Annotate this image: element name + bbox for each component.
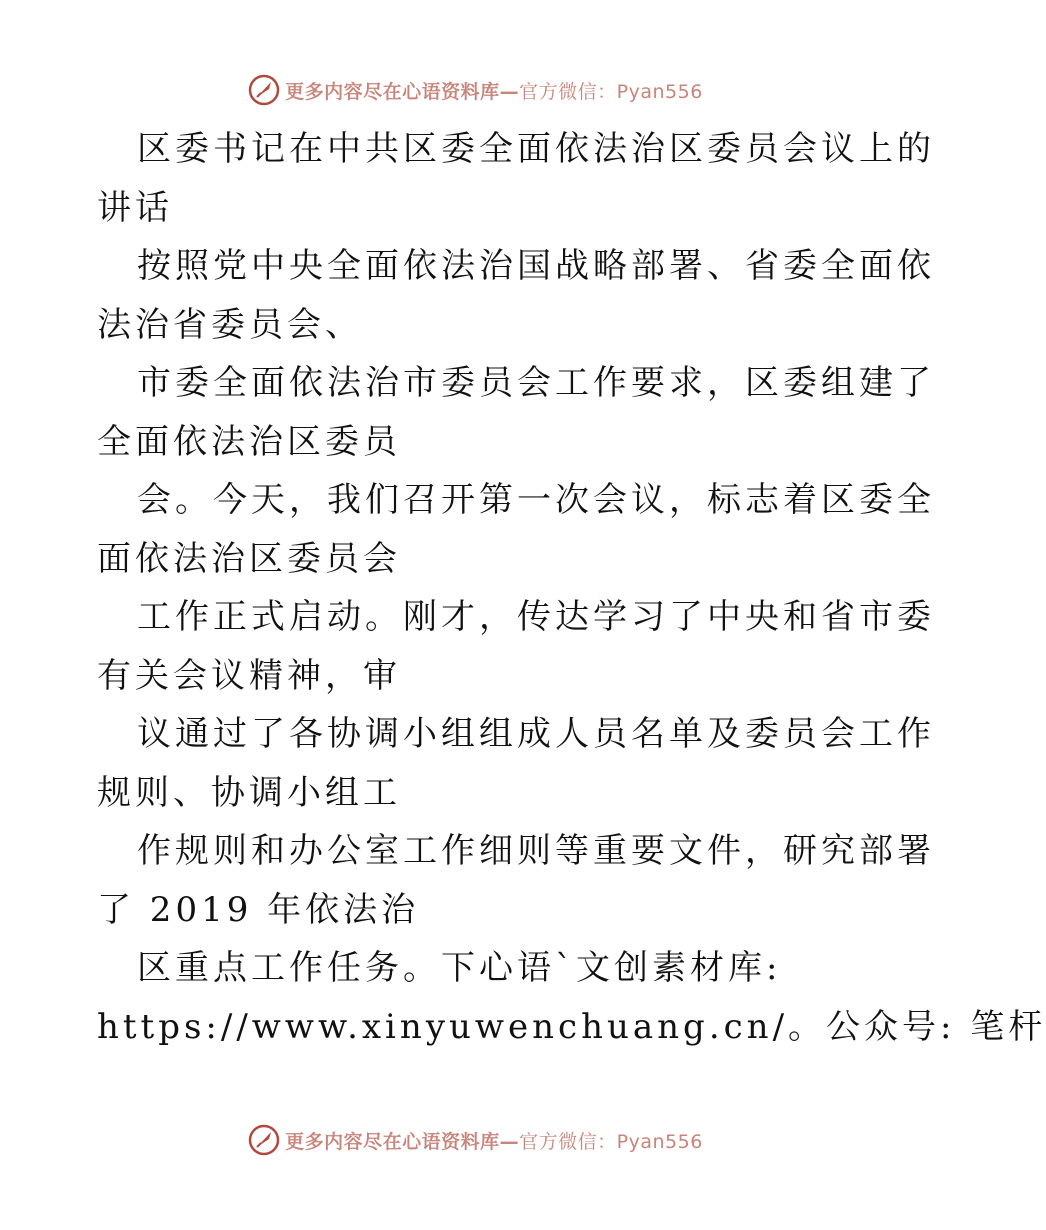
paragraph-line: 议通过了各协调小组组成人员名单及委员会工作 bbox=[137, 714, 935, 754]
paragraph-line: 市委全面依法治市委员会工作要求，区委组建了 bbox=[137, 363, 935, 403]
document-title-line-2: 讲话 bbox=[97, 187, 173, 228]
paragraph-line: 面依法治区委员会 bbox=[97, 538, 401, 579]
paragraph-line: 按照党中央全面依法治国战略部署、省委全面依 bbox=[137, 246, 935, 286]
watermark-wechat: 官方微信：Pyan556 bbox=[519, 80, 703, 103]
paragraph-line: 工作正式启动。刚才，传达学习了中央和省市委 bbox=[137, 597, 935, 637]
paragraph-line: 作规则和办公室工作细则等重要文件，研究部署 bbox=[137, 831, 935, 871]
footer-watermark bbox=[0, 1120, 950, 1160]
quill-pen-logo-icon bbox=[247, 1123, 281, 1157]
paragraph-line: 有关会议精神，审 bbox=[97, 655, 401, 696]
paragraph-line: 区重点工作任务。下心语`文创素材库: bbox=[137, 948, 782, 988]
paragraph-line: 了 2019 年依法治 bbox=[97, 889, 420, 930]
document-title-line-1: 区委书记在中共区委全面依法治区委员会议上的 bbox=[137, 129, 935, 169]
paragraph-line-url: https://www.xinyuwenchuang.cn/。公众号: 笔杆 bbox=[97, 1006, 1046, 1047]
header-watermark bbox=[0, 70, 950, 110]
document-body bbox=[97, 120, 1046, 1056]
watermark-text: 更多内容尽在心语资料库— bbox=[285, 1130, 520, 1153]
paragraph-line: 全面依法治区委员 bbox=[97, 421, 401, 462]
watermark-wechat: 官方微信：Pyan556 bbox=[519, 1130, 703, 1153]
paragraph-line: 法治省委员会、 bbox=[97, 304, 363, 345]
watermark-text: 更多内容尽在心语资料库— bbox=[285, 80, 520, 103]
paragraph-line: 会。今天，我们召开第一次会议，标志着区委全 bbox=[137, 480, 935, 520]
quill-pen-logo-icon bbox=[247, 73, 281, 107]
paragraph-line: 规则、协调小组工 bbox=[97, 772, 401, 813]
